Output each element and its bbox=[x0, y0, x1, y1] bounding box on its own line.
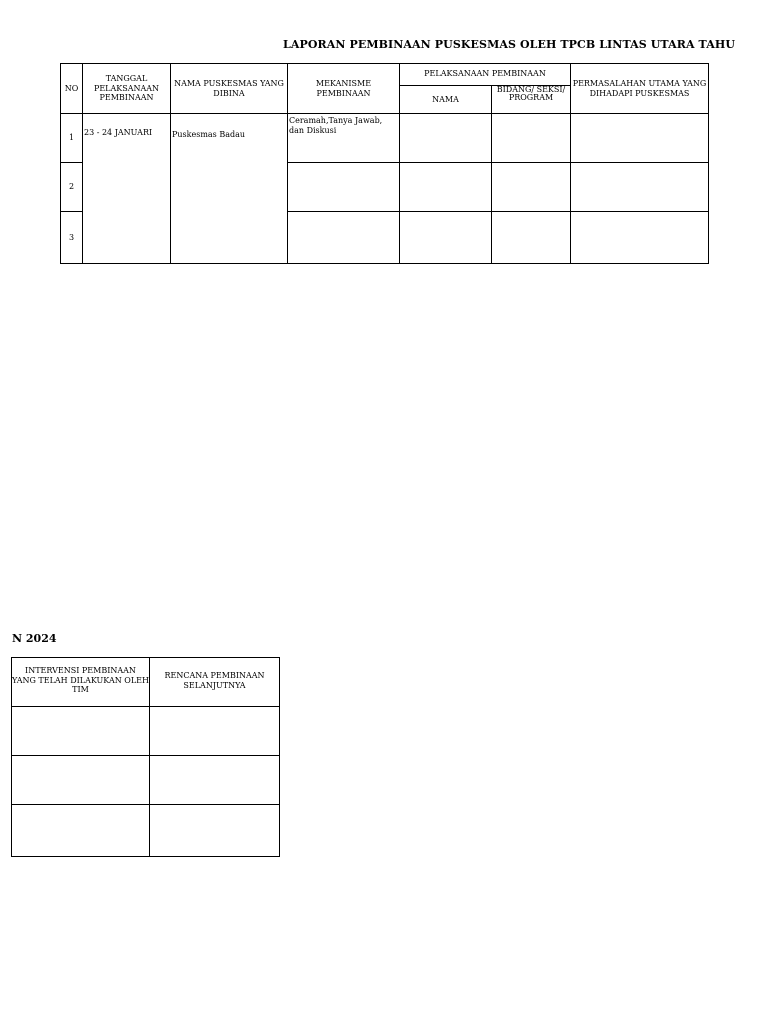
row-mekanisme bbox=[288, 163, 400, 212]
row-no: 3 bbox=[61, 212, 83, 264]
row-permasalahan bbox=[571, 163, 709, 212]
header-no: NO bbox=[61, 64, 83, 114]
row-mekanisme bbox=[288, 212, 400, 264]
row-nama bbox=[400, 114, 492, 163]
row-no: 1 bbox=[61, 114, 83, 163]
row-puskesmas: Puskesmas Badau bbox=[171, 114, 288, 264]
row-intervensi bbox=[12, 756, 150, 805]
header-mekanisme: MEKANISME PEMBINAAN bbox=[288, 64, 400, 114]
row-rencana bbox=[150, 707, 280, 756]
header-rencana: RENCANA PEMBINAAN SELANJUTNYA bbox=[150, 658, 280, 707]
header-intervensi: INTERVENSI PEMBINAAN YANG TELAH DILAKUKAN OLEH TIM bbox=[12, 658, 150, 707]
header-tanggal: TANGGAL PELAKSANAAN PEMBINAAN bbox=[83, 64, 171, 114]
row-nama bbox=[400, 163, 492, 212]
row-nama bbox=[400, 212, 492, 264]
report-title: LAPORAN PEMBINAAN PUSKESMAS OLEH TPCB LINTAS UTARA TAHU bbox=[283, 38, 736, 51]
pembinaan-table bbox=[60, 63, 709, 264]
header-bidang: BIDANG/ SEKSI/ PROGRAM bbox=[492, 86, 571, 114]
row-bidang bbox=[492, 114, 571, 163]
row-permasalahan bbox=[571, 212, 709, 264]
row-no: 2 bbox=[61, 163, 83, 212]
intervensi-table bbox=[11, 657, 280, 857]
row-rencana bbox=[150, 805, 280, 857]
row-intervensi bbox=[12, 707, 150, 756]
row-bidang bbox=[492, 163, 571, 212]
header-nama: NAMA bbox=[400, 86, 492, 114]
row-rencana bbox=[150, 756, 280, 805]
row-permasalahan bbox=[571, 114, 709, 163]
header-nama-puskesmas: NAMA PUSKESMAS YANG DIBINA bbox=[171, 64, 288, 114]
row-intervensi bbox=[12, 805, 150, 857]
row-tanggal: 23 - 24 JANUARI bbox=[83, 114, 171, 264]
header-pelaksanaan: PELAKSANAAN PEMBINAAN bbox=[400, 64, 571, 86]
header-permasalahan: PERMASALAHAN UTAMA YANG DIHADAPI PUSKESMAS bbox=[571, 64, 709, 114]
report-title-continued: N 2024 bbox=[12, 632, 57, 645]
row-mekanisme: Ceramah,Tanya Jawab, dan Diskusi bbox=[288, 114, 400, 163]
row-bidang bbox=[492, 212, 571, 264]
